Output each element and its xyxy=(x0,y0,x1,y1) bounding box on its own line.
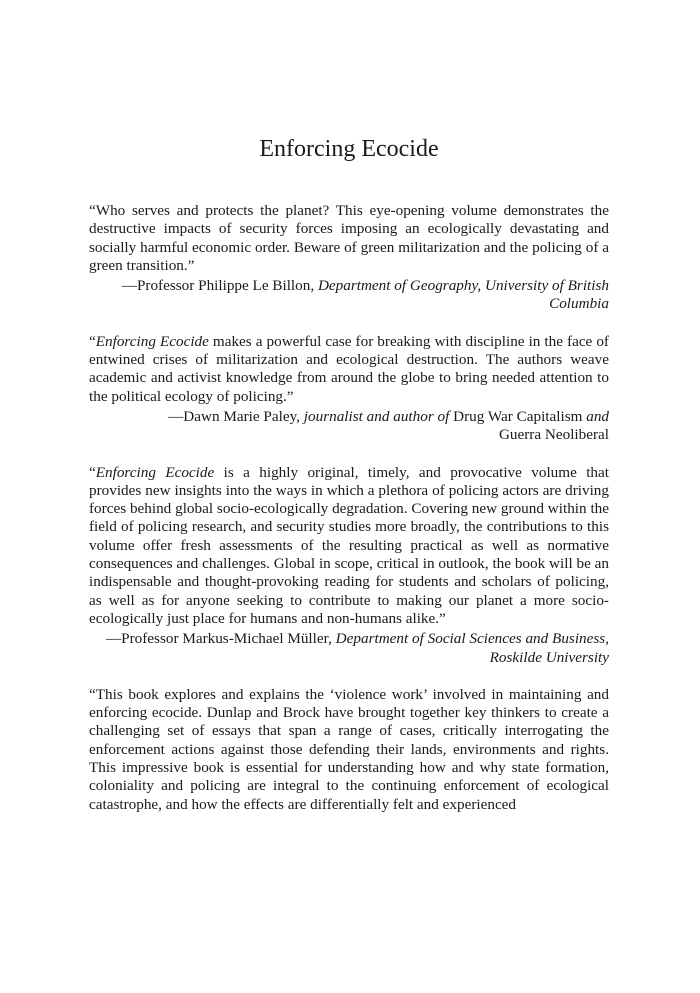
page-title: Enforcing Ecocide xyxy=(259,136,439,162)
attribution-name: —Professor Markus-Michael Müller, xyxy=(105,630,336,648)
endorsement-attribution xyxy=(89,630,609,667)
endorsement-attribution xyxy=(89,408,609,445)
attribution-role: journalist and author of xyxy=(303,407,450,425)
quote-open-mark: “ xyxy=(89,463,96,481)
attribution-name: —Dawn Marie Paley, xyxy=(168,407,304,425)
attribution-and: and xyxy=(586,407,609,425)
quote-book-title: Enforcing Ecocide xyxy=(95,332,209,350)
attribution-affiliation: Department of Geography, University of British Columbia xyxy=(317,277,609,313)
quote-text: is a highly original, timely, and provocative volume that provides new insights into the ways in which a plethora of policing actors are driving forces behind global socio-ecologically degradation. Covering new ground within the field of policing research, and security studies more broadly, the contributions to this volume offer fresh assessments of the resulting practical as well as normative consequences and challenges. Global in scope, critical in outlook, the book will be an indispensable and thought-provoking reading for students and scholars of policing, as well as for anyone seeking to contribute to making our planet a more socio-ecologically just place for humans and non-humans alike.” xyxy=(89,463,609,627)
quote-text: makes a powerful case for breaking with discipline in the face of entwined crises of militarization and ecological destruction. The authors weave academic and activist knowledge from around the globe to bring needed attention to the political ecology of policing.” xyxy=(89,332,609,405)
attribution-name: —Professor Philippe Le Billon, xyxy=(121,277,318,295)
attribution-affiliation: Department of Social Sciences and Business, Roskilde University xyxy=(335,630,609,666)
attribution-book-1: Drug War Capitalism xyxy=(449,407,587,425)
endorsement-4 xyxy=(89,686,609,814)
endorsement-quote: “Who serves and protects the planet? This eye-opening volume demonstrates the destructive impacts of security forces imposing an ecologically devastating and socially harmful economic order. Beware of green militarization and the policing of a green transition.” xyxy=(89,202,609,274)
attribution-book-2: Guerra Neoliberal xyxy=(498,426,609,444)
endorsement-2 xyxy=(89,333,609,445)
quote-book-title: Enforcing Ecocide xyxy=(95,463,215,481)
endorsement-quote xyxy=(89,333,609,406)
endorsement-3 xyxy=(89,464,609,667)
endorsement-quote xyxy=(89,464,609,629)
endorsement-1 xyxy=(89,202,609,314)
page-content xyxy=(89,132,609,833)
endorsement-attribution xyxy=(89,277,609,314)
endorsement-quote: “This book explores and explains the ‘violence work’ involved in maintaining and enforcing ecocide. Dunlap and Brock have brought together key thinkers to create a challenging set of essays that span a range of cases, critically interrogating the enforcement actions against those defending their lands, environments and rights. This impressive book is essential for understanding how and why state formation, coloniality and policing are integral to the continuing enforcement of ecological catastrophe, and how the effects are differentially felt and experienced xyxy=(89,685,609,813)
quote-open-mark: “ xyxy=(89,332,96,350)
